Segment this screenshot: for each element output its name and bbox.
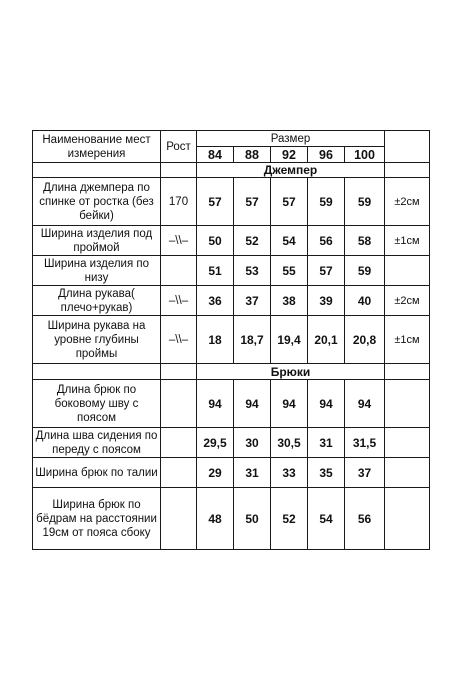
measurement-name-cell: Длина джемпера по спинке от ростка (без бейки) — [33, 178, 161, 226]
value-cell: 30 — [234, 428, 271, 458]
value-cell: 56 — [345, 488, 385, 550]
section-trousers-title: Брюки — [197, 364, 385, 380]
value-cell: 94 — [345, 380, 385, 428]
growth-cell — [161, 428, 197, 458]
tolerance-cell — [385, 428, 430, 458]
size-chart-table — [32, 130, 430, 550]
value-cell: 39 — [308, 286, 345, 316]
value-cell: 94 — [197, 380, 234, 428]
growth-cell — [161, 458, 197, 488]
value-cell: 52 — [234, 226, 271, 256]
measurement-row — [33, 226, 430, 256]
value-cell: 94 — [234, 380, 271, 428]
value-cell: 94 — [271, 380, 308, 428]
value-cell: 19,4 — [271, 316, 308, 364]
tolerance-cell: ±2см — [385, 286, 430, 316]
measurement-name-cell: Ширина брюк по бёдрам на расстоянии 19см от пояса сбоку — [33, 488, 161, 550]
value-cell: 29,5 — [197, 428, 234, 458]
measurement-name-cell: Ширина рукава на уровне глубины проймы — [33, 316, 161, 364]
value-cell: 57 — [308, 256, 345, 286]
value-cell: 18 — [197, 316, 234, 364]
value-cell: 58 — [345, 226, 385, 256]
header-empty-cell — [385, 131, 430, 163]
value-cell: 36 — [197, 286, 234, 316]
header-name-cell: Наименование мест измерения — [33, 131, 161, 163]
header-size-group-cell: Размер — [197, 131, 385, 147]
value-cell: 50 — [197, 226, 234, 256]
value-cell: 31,5 — [345, 428, 385, 458]
value-cell: 40 — [345, 286, 385, 316]
size-96-cell: 96 — [308, 147, 345, 163]
value-cell: 38 — [271, 286, 308, 316]
value-cell: 30,5 — [271, 428, 308, 458]
measurement-row — [33, 488, 430, 550]
value-cell: 94 — [308, 380, 345, 428]
measurement-name-cell: Длина брюк по боковому шву с поясом — [33, 380, 161, 428]
value-cell: 59 — [345, 178, 385, 226]
value-cell: 51 — [197, 256, 234, 286]
measurement-name-cell: Ширина изделия по низу — [33, 256, 161, 286]
measurement-name-cell: Ширина брюк по талии — [33, 458, 161, 488]
measurement-row — [33, 316, 430, 364]
value-cell: 35 — [308, 458, 345, 488]
size-100-cell: 100 — [345, 147, 385, 163]
value-cell: 33 — [271, 458, 308, 488]
growth-cell: –\\– — [161, 286, 197, 316]
growth-cell — [161, 256, 197, 286]
measurement-row — [33, 256, 430, 286]
value-cell: 20,8 — [345, 316, 385, 364]
value-cell: 37 — [345, 458, 385, 488]
value-cell: 54 — [308, 488, 345, 550]
size-84-cell: 84 — [197, 147, 234, 163]
measurement-name-cell: Ширина изделия под проймой — [33, 226, 161, 256]
header-growth-cell: Рост — [161, 131, 197, 163]
value-cell: 57 — [234, 178, 271, 226]
measurement-name-cell: Длина шва сидения по переду с поясом — [33, 428, 161, 458]
tolerance-cell — [385, 458, 430, 488]
tolerance-cell: ±1см — [385, 316, 430, 364]
section-row-jumper — [33, 163, 430, 178]
value-cell: 50 — [234, 488, 271, 550]
value-cell: 20,1 — [308, 316, 345, 364]
tolerance-cell: ±2см — [385, 178, 430, 226]
section-row-trousers — [33, 364, 430, 380]
tolerance-cell — [385, 488, 430, 550]
tolerance-cell: ±1см — [385, 226, 430, 256]
section-jumper-stub — [385, 163, 430, 178]
section-trousers-stub — [385, 364, 430, 380]
measurement-row — [33, 428, 430, 458]
measurement-row — [33, 458, 430, 488]
value-cell: 31 — [234, 458, 271, 488]
value-cell: 31 — [308, 428, 345, 458]
value-cell: 48 — [197, 488, 234, 550]
growth-cell: 170 — [161, 178, 197, 226]
growth-cell — [161, 488, 197, 550]
value-cell: 52 — [271, 488, 308, 550]
section-jumper-title: Джемпер — [197, 163, 385, 178]
section-jumper-stub — [33, 163, 161, 178]
measurement-row — [33, 178, 430, 226]
value-cell: 55 — [271, 256, 308, 286]
tolerance-cell — [385, 380, 430, 428]
value-cell: 57 — [197, 178, 234, 226]
tolerance-cell — [385, 256, 430, 286]
size-88-cell: 88 — [234, 147, 271, 163]
measurement-row — [33, 286, 430, 316]
value-cell: 54 — [271, 226, 308, 256]
growth-cell — [161, 380, 197, 428]
section-trousers-stub — [33, 364, 161, 380]
measurement-row — [33, 380, 430, 428]
value-cell: 29 — [197, 458, 234, 488]
growth-cell: –\\– — [161, 316, 197, 364]
value-cell: 18,7 — [234, 316, 271, 364]
growth-cell: –\\– — [161, 226, 197, 256]
measurement-name-cell: Длина рукава( плечо+рукав) — [33, 286, 161, 316]
value-cell: 37 — [234, 286, 271, 316]
value-cell: 57 — [271, 178, 308, 226]
value-cell: 56 — [308, 226, 345, 256]
size-92-cell: 92 — [271, 147, 308, 163]
value-cell: 53 — [234, 256, 271, 286]
header-row-1 — [33, 131, 430, 147]
value-cell: 59 — [345, 256, 385, 286]
section-jumper-stub — [161, 163, 197, 178]
value-cell: 59 — [308, 178, 345, 226]
section-trousers-stub — [161, 364, 197, 380]
